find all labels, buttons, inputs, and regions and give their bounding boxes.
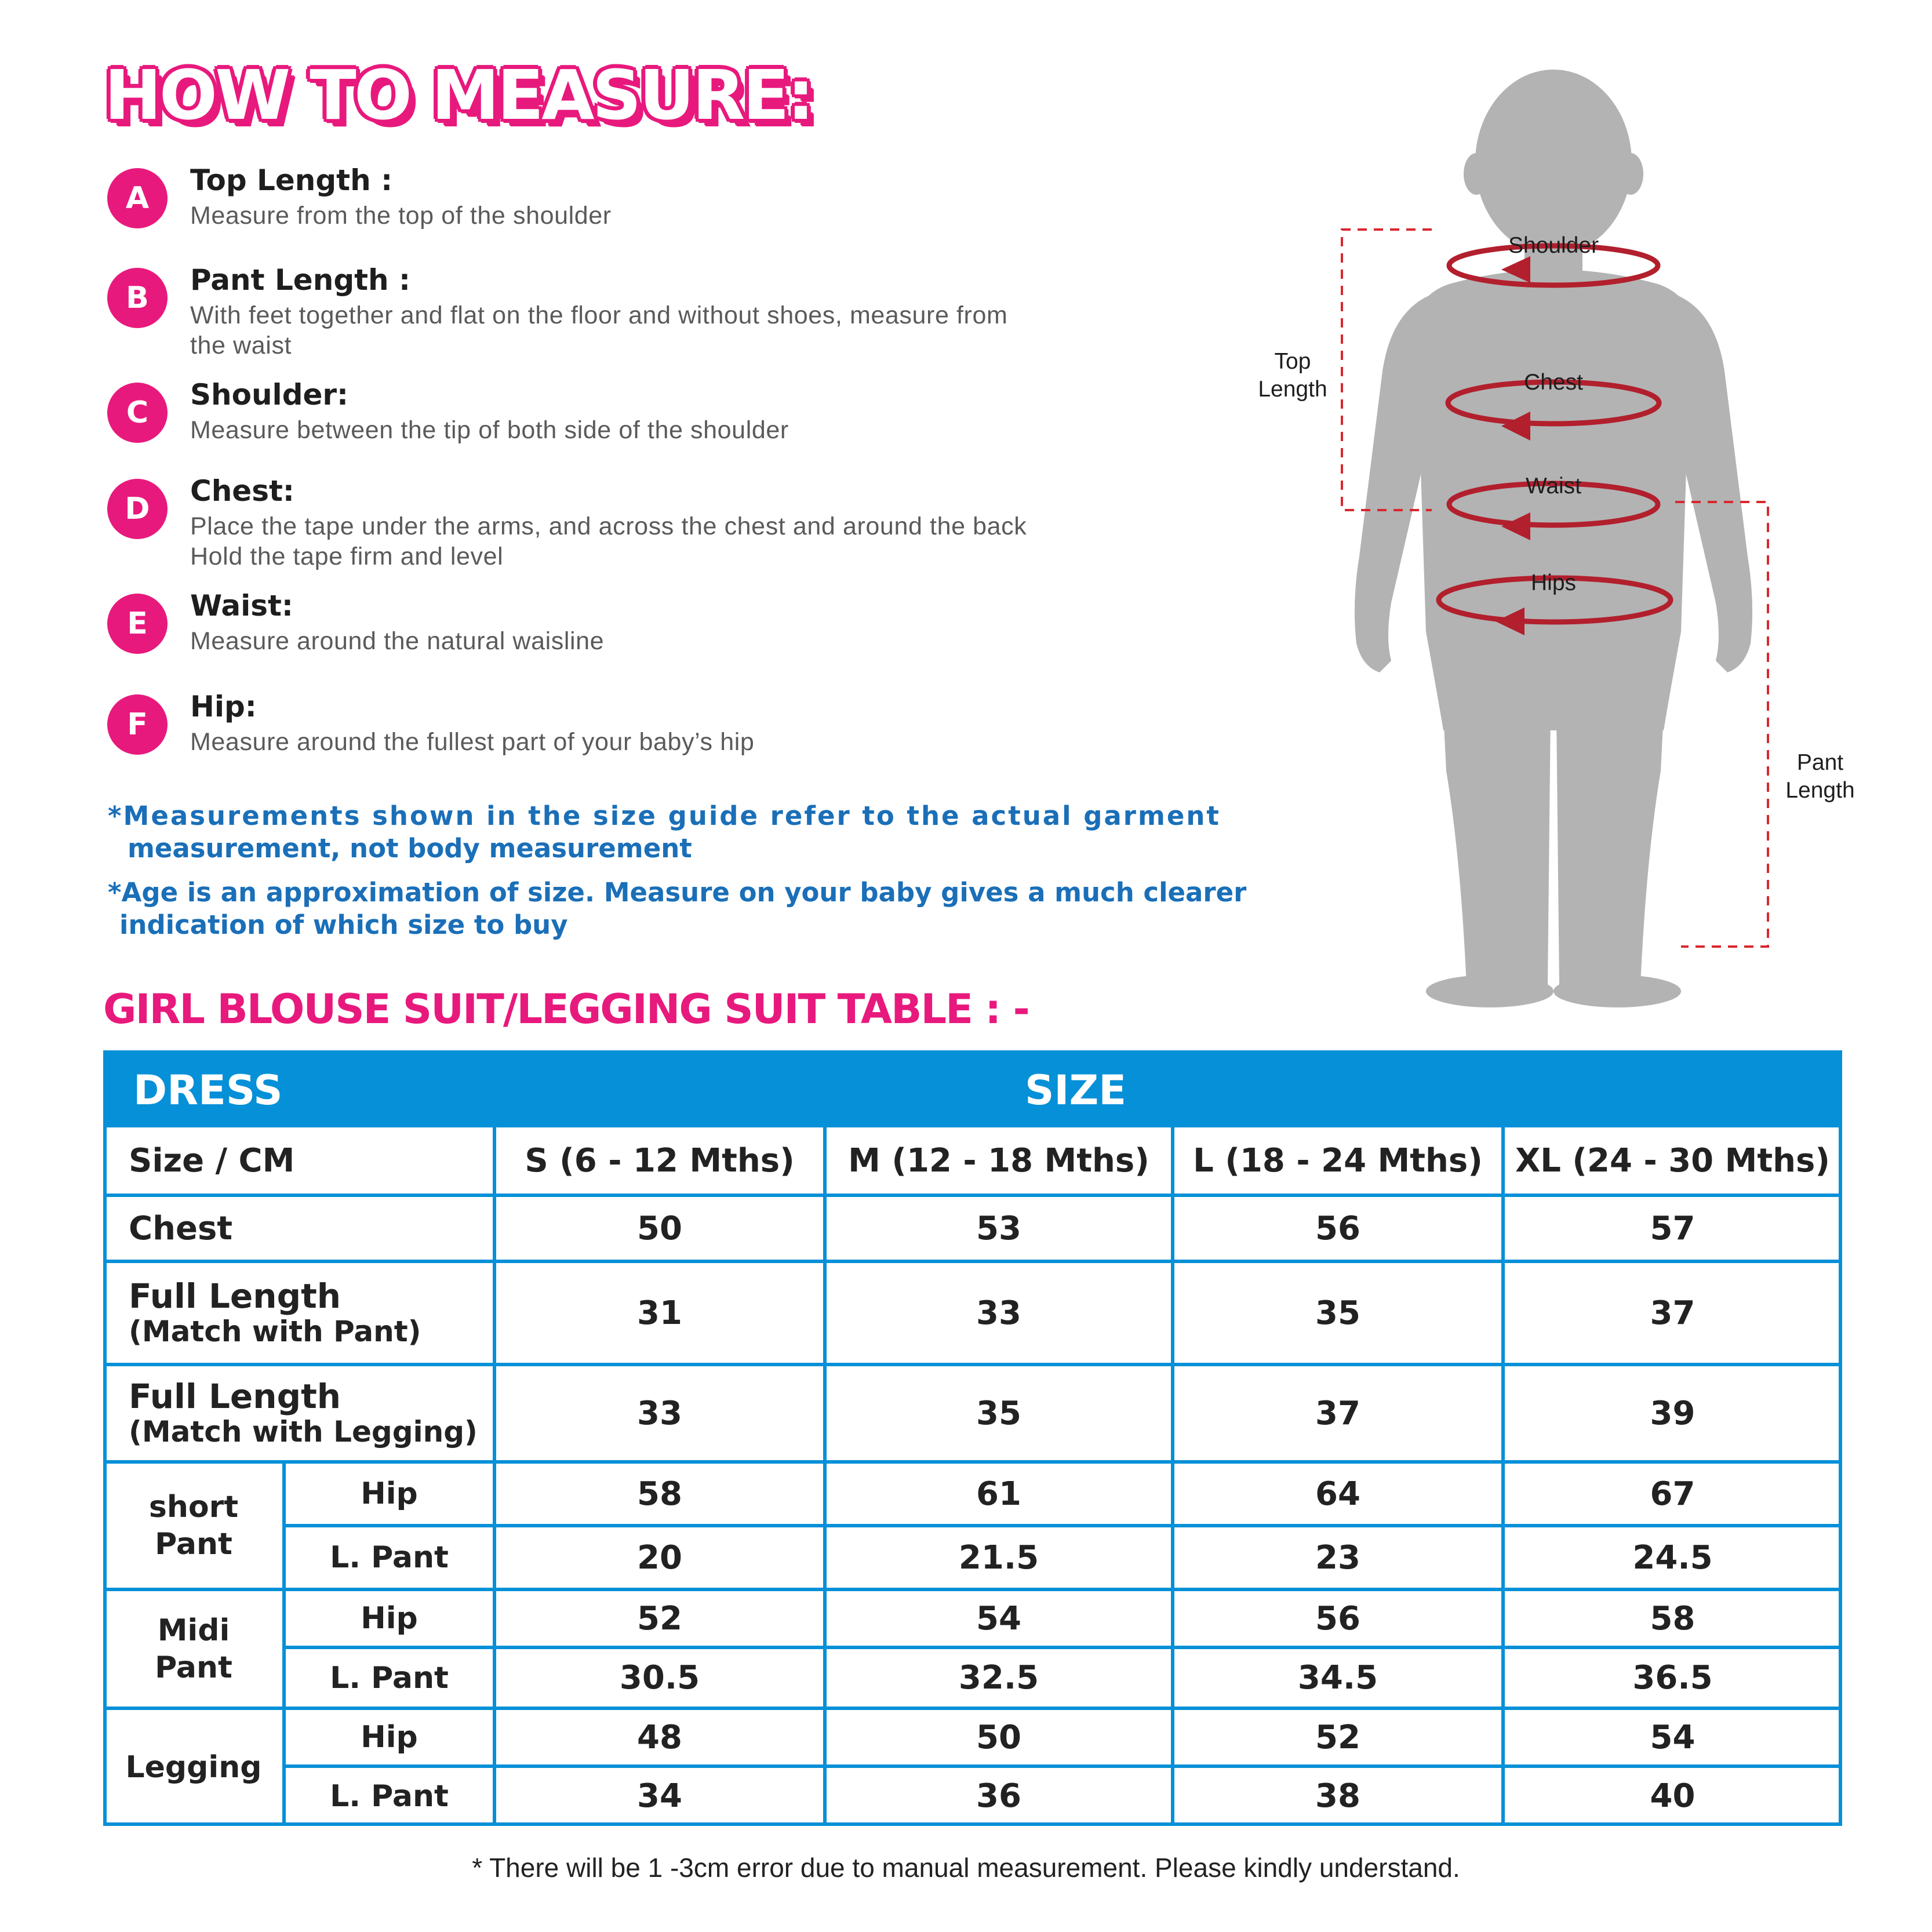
step-badge-b: B bbox=[107, 268, 168, 328]
size-col-m: M (12 - 18 Mths) bbox=[848, 1141, 1149, 1180]
page-title: HOW TO MEASURE: bbox=[104, 55, 813, 135]
short-hip-xl: 67 bbox=[1650, 1475, 1695, 1513]
table-title: GIRL BLOUSE SUIT/LEGGING SUIT TABLE : - bbox=[103, 985, 1029, 1033]
child-silhouette-illustration bbox=[1217, 46, 1913, 1020]
row-label-full-length-legging: Full Length (Match with Legging) bbox=[129, 1377, 478, 1449]
chest-xl: 57 bbox=[1650, 1209, 1695, 1247]
short-hip-m: 61 bbox=[976, 1475, 1021, 1513]
label-hips: Hips bbox=[1530, 570, 1577, 595]
grid-line bbox=[103, 1822, 1842, 1826]
short-lpant-xl: 24.5 bbox=[1632, 1538, 1713, 1577]
grid-line bbox=[103, 1588, 1842, 1591]
midi-hip-s: 52 bbox=[637, 1599, 682, 1638]
short-hip-l: 64 bbox=[1315, 1475, 1360, 1513]
step-heading: Pant Length : bbox=[190, 263, 411, 297]
legging-lpant-m: 36 bbox=[976, 1777, 1021, 1815]
full-pant-l: 35 bbox=[1315, 1294, 1360, 1332]
sub-label-hip: Hip bbox=[361, 1720, 418, 1755]
label-chest: Chest bbox=[1524, 370, 1583, 395]
size-col-s: S (6 - 12 Mths) bbox=[525, 1141, 795, 1180]
grid-line bbox=[103, 1707, 1842, 1710]
step-heading: Waist: bbox=[190, 589, 293, 623]
group-label-legging: Legging bbox=[125, 1749, 262, 1785]
grid-line bbox=[103, 1124, 1842, 1127]
sub-label-l-pant: L. Pant bbox=[330, 1540, 449, 1575]
table-header bbox=[103, 1050, 1842, 1126]
full-legging-s: 33 bbox=[637, 1394, 682, 1432]
chest-m: 53 bbox=[976, 1209, 1021, 1247]
size-col-l: L (18 - 24 Mths) bbox=[1193, 1141, 1483, 1180]
full-pant-xl: 37 bbox=[1650, 1294, 1695, 1332]
step-badge-c: C bbox=[107, 383, 168, 443]
step-badge-f: F bbox=[107, 694, 168, 755]
full-legging-l: 37 bbox=[1315, 1394, 1360, 1432]
grid-line bbox=[103, 1363, 1842, 1366]
grid-line bbox=[284, 1764, 1842, 1768]
step-description: With feet together and flat on the floor and without shoes, measure from the waist bbox=[190, 301, 1008, 359]
legging-hip-l: 52 bbox=[1315, 1718, 1360, 1756]
row-label-size: Size / CM bbox=[129, 1141, 295, 1180]
sub-label-l-pant: L. Pant bbox=[330, 1778, 449, 1814]
short-lpant-m: 21.5 bbox=[958, 1538, 1039, 1577]
step-heading: Chest: bbox=[190, 474, 294, 508]
group-label-midi-pant: Midi Pant bbox=[155, 1613, 232, 1685]
full-legging-m: 35 bbox=[976, 1394, 1021, 1432]
size-col-xl: XL (24 - 30 Mths) bbox=[1515, 1141, 1830, 1180]
chest-s: 50 bbox=[637, 1209, 682, 1247]
step-badge-a: A bbox=[107, 168, 168, 228]
midi-hip-l: 56 bbox=[1315, 1599, 1360, 1638]
step-description: Place the tape under the arms, and across the chest and around the back Hold the tape firm and level bbox=[190, 512, 1027, 570]
midi-hip-m: 54 bbox=[976, 1599, 1021, 1638]
chest-l: 56 bbox=[1315, 1209, 1360, 1247]
size-table bbox=[103, 1050, 1842, 1826]
step-description: Measure around the natural waisline bbox=[190, 627, 605, 655]
grid-line bbox=[823, 1126, 827, 1826]
grid-line bbox=[103, 1194, 1842, 1197]
step-badge-e: E bbox=[107, 594, 168, 654]
footer-note: * There will be 1 -3cm error due to manual measurement. Please kindly understand. bbox=[472, 1853, 1460, 1883]
sub-label-l-pant: L. Pant bbox=[330, 1660, 449, 1695]
step-description: Measure around the fullest part of your baby’s hip bbox=[190, 728, 755, 756]
step-description: Measure between the tip of both side of the shoulder bbox=[190, 416, 789, 444]
header-size: SIZE bbox=[1025, 1067, 1127, 1114]
full-legging-xl: 39 bbox=[1650, 1394, 1695, 1432]
step-heading: Shoulder: bbox=[190, 378, 349, 412]
header-dress: DRESS bbox=[133, 1067, 283, 1114]
sub-label-hip: Hip bbox=[361, 1476, 418, 1511]
step-description: Measure from the top of the shoulder bbox=[190, 202, 612, 230]
grid-line bbox=[103, 1260, 1842, 1263]
sub-label-hip: Hip bbox=[361, 1601, 418, 1636]
note-garment-measurement: *Measurements shown in the size guide refer to the actual garment measurement, not body measurement bbox=[108, 801, 1221, 864]
legging-hip-xl: 54 bbox=[1650, 1718, 1695, 1756]
legging-lpant-s: 34 bbox=[637, 1777, 682, 1815]
short-hip-s: 58 bbox=[637, 1475, 682, 1513]
short-lpant-l: 23 bbox=[1315, 1538, 1360, 1577]
grid-line bbox=[103, 1460, 1842, 1464]
child-silhouette bbox=[1355, 70, 1752, 1007]
label-top-length: Top Length bbox=[1258, 349, 1327, 402]
midi-lpant-l: 34.5 bbox=[1297, 1659, 1378, 1697]
label-waist: Waist bbox=[1525, 474, 1582, 499]
legging-hip-m: 50 bbox=[976, 1718, 1021, 1756]
row-label-chest: Chest bbox=[129, 1209, 233, 1247]
legging-hip-s: 48 bbox=[637, 1718, 682, 1756]
label-pant-length: Pant Length bbox=[1785, 750, 1855, 803]
midi-hip-xl: 58 bbox=[1650, 1599, 1695, 1638]
full-pant-s: 31 bbox=[637, 1294, 682, 1332]
grid-line bbox=[284, 1524, 1842, 1527]
step-heading: Top Length : bbox=[190, 163, 393, 197]
midi-lpant-m: 32.5 bbox=[958, 1659, 1039, 1697]
legging-lpant-l: 38 bbox=[1315, 1777, 1360, 1815]
midi-lpant-s: 30.5 bbox=[619, 1659, 700, 1697]
step-heading: Hip: bbox=[190, 690, 257, 723]
label-shoulder: Shoulder bbox=[1508, 233, 1599, 258]
midi-lpant-xl: 36.5 bbox=[1632, 1659, 1713, 1697]
grid-line bbox=[284, 1646, 1842, 1649]
step-badge-d: D bbox=[107, 479, 168, 539]
grid-line bbox=[282, 1462, 286, 1826]
measurement-figure bbox=[1217, 46, 1913, 1020]
short-lpant-s: 20 bbox=[637, 1538, 682, 1577]
grid-line bbox=[1501, 1126, 1505, 1826]
group-label-short-pant: short Pant bbox=[148, 1490, 239, 1562]
grid-line bbox=[1171, 1126, 1174, 1826]
full-pant-m: 33 bbox=[976, 1294, 1021, 1332]
note-age-approximation: *Age is an approximation of size. Measure on your baby gives a much clearer indication of which size to buy bbox=[108, 877, 1247, 940]
legging-lpant-xl: 40 bbox=[1650, 1777, 1695, 1815]
row-label-full-length-pant: Full Length (Match with Pant) bbox=[129, 1276, 421, 1348]
